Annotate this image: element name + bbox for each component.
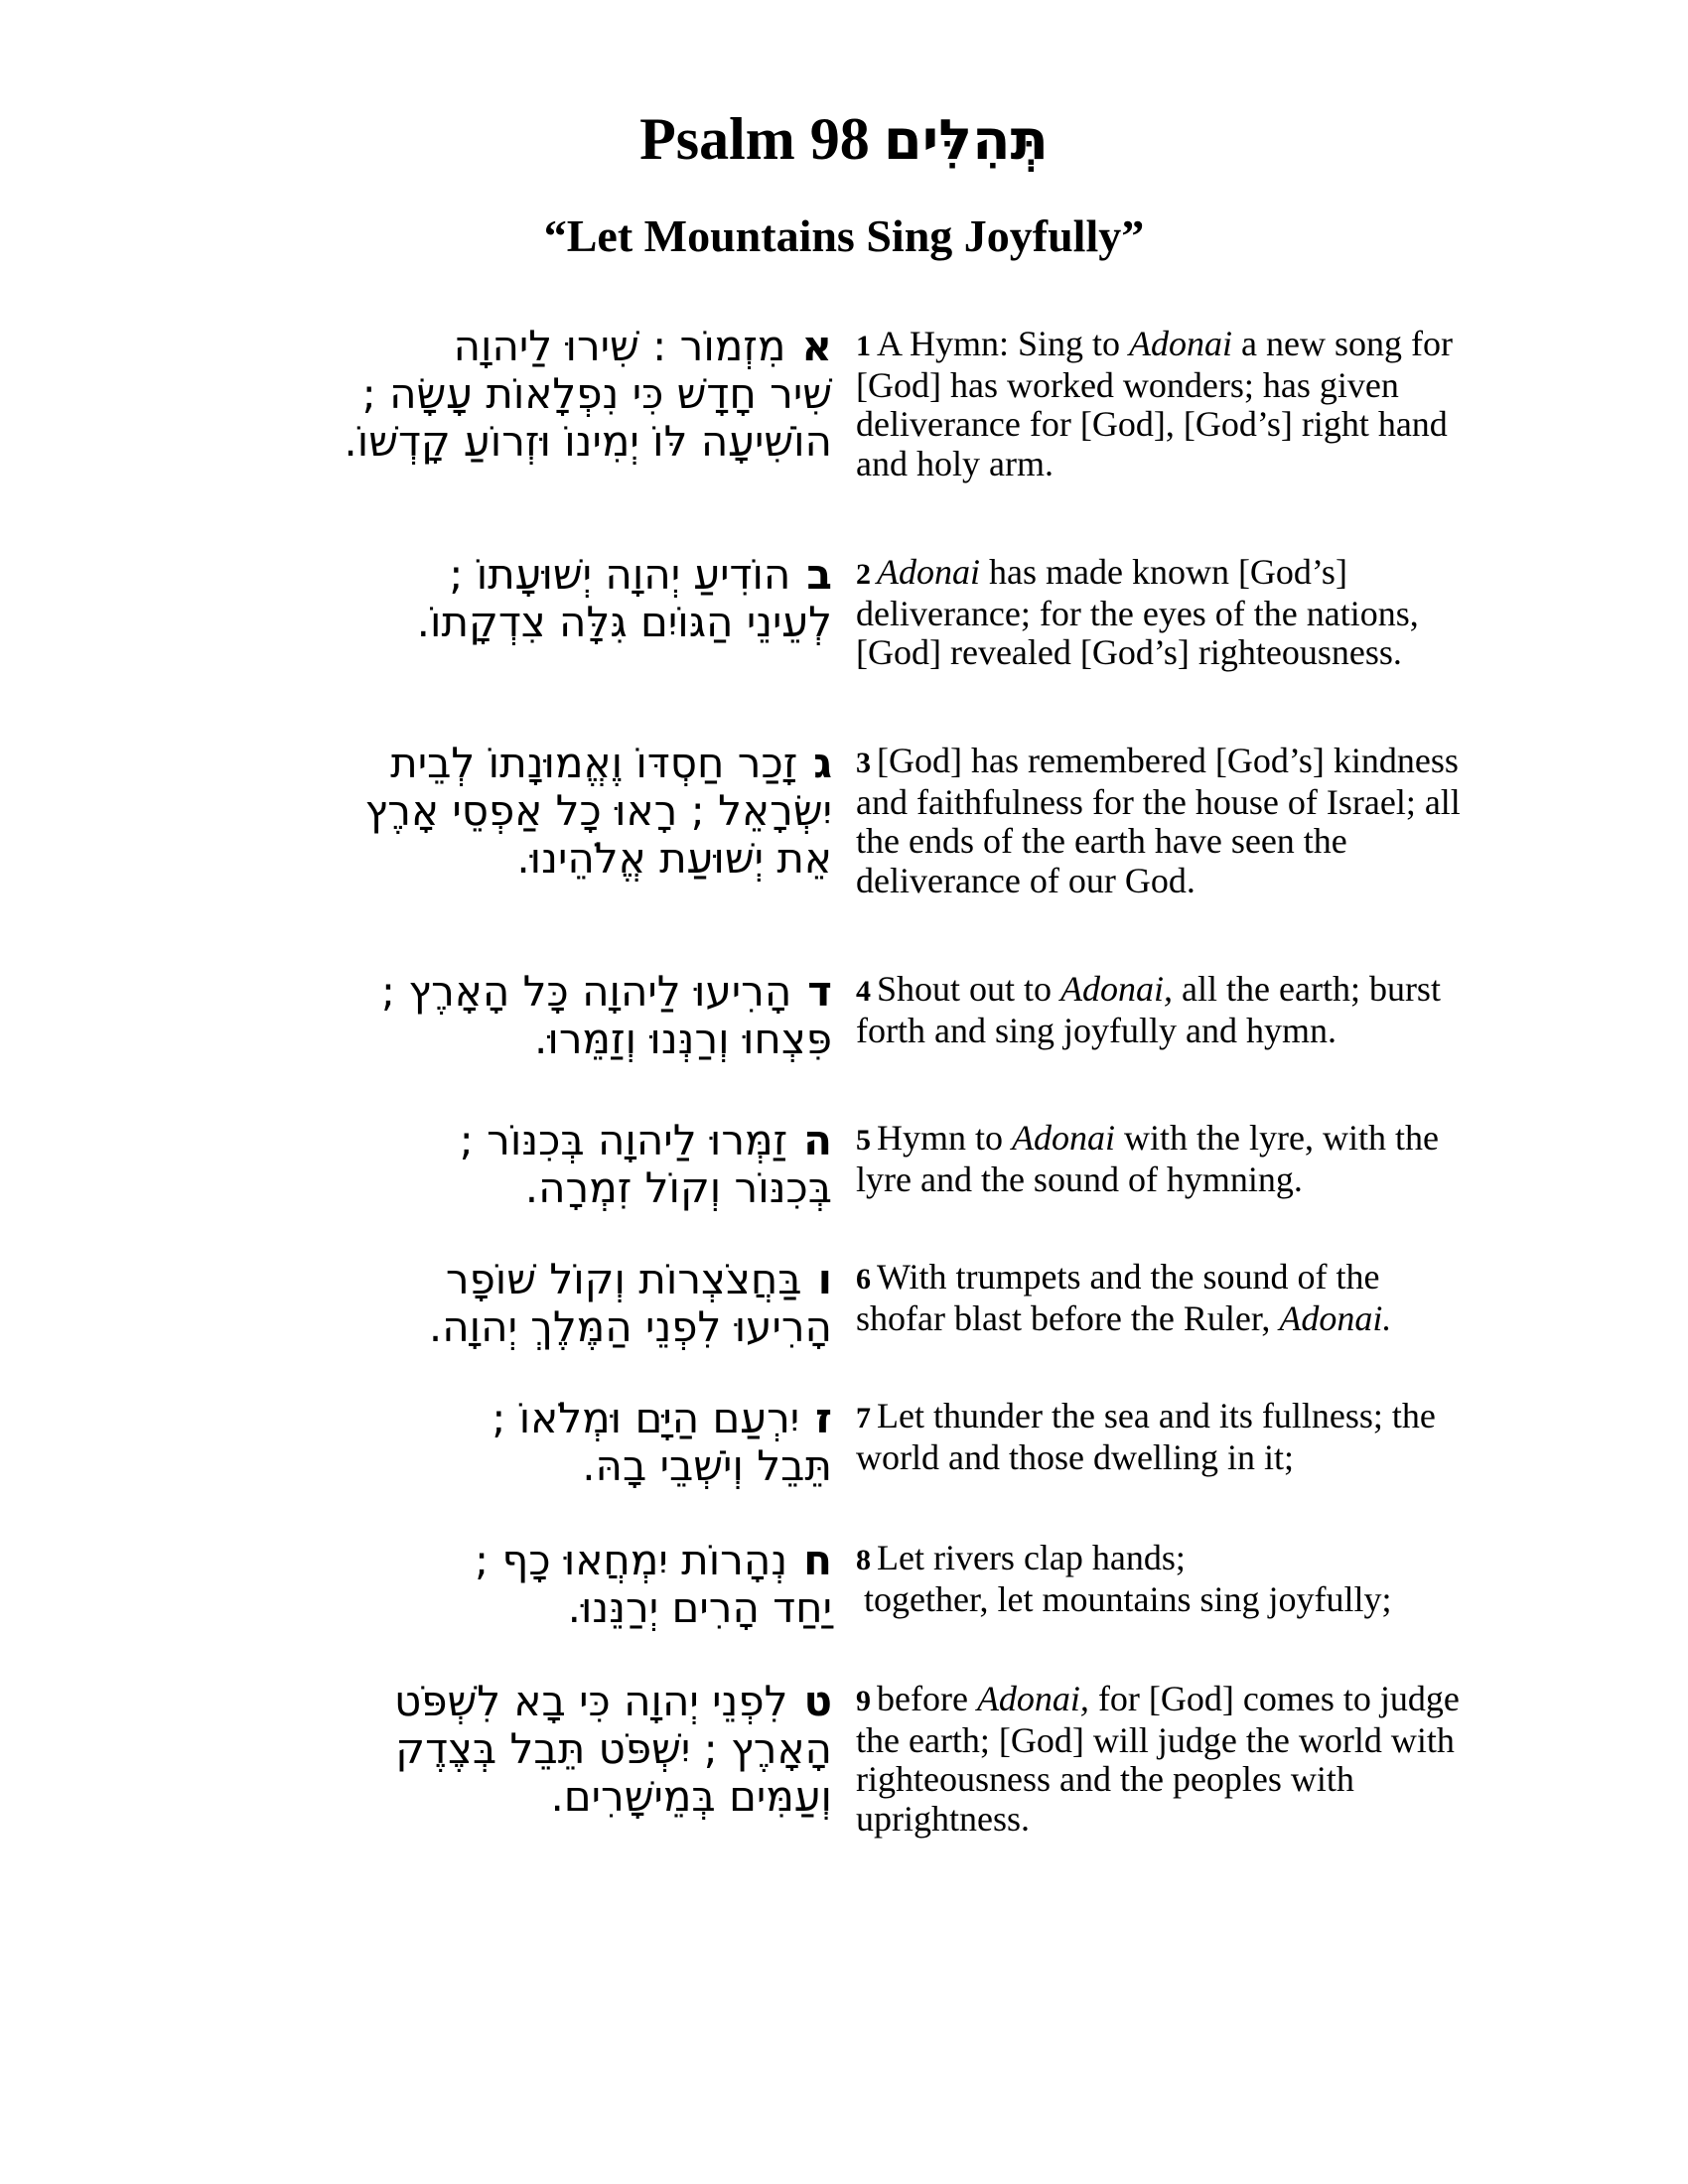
english-text: With trumpets and the sound of the shofar blast before the Ruler, xyxy=(856,1257,1380,1338)
english-text: A Hymn: Sing to xyxy=(877,324,1130,363)
divine-name: Adonai, xyxy=(976,1679,1089,1718)
verse-english xyxy=(856,1397,1462,1477)
page-title xyxy=(0,99,1688,181)
divine-name: Adonai. xyxy=(1279,1297,1392,1338)
hebrew-line: וְעַמִּים בְּמֵישָׁרִים. xyxy=(550,1772,832,1821)
verse-number: 5 xyxy=(856,1124,871,1157)
divine-name: Adonai xyxy=(877,552,980,592)
hebrew-text: בַּחֲצֹצְרוֹת וְקוֹל שׁוֹפָר xyxy=(445,1255,802,1303)
divine-name: Adonai xyxy=(1012,1118,1116,1158)
english-text: Let rivers clap hands; xyxy=(877,1538,1186,1577)
english-text: a new song for [God] has worked wonders; has given deliverance for [God], [God’s] right hand and holy arm. xyxy=(856,324,1453,483)
page-subtitle: “Let Mountains Sing Joyfully” xyxy=(543,210,1145,261)
english-text: has made known [God’s] deliverance; for the eyes of the nations, [God] revealed [God’s] righteousness. xyxy=(856,552,1419,672)
verse-english xyxy=(856,1680,1462,1839)
verse-letter: ג xyxy=(813,739,832,787)
hebrew-line xyxy=(216,1678,832,1725)
verse-hebrew xyxy=(216,551,832,646)
hebrew-line: יַחַד הָרִים יְרַנֵּנוּ. xyxy=(567,1583,832,1632)
verse-hebrew xyxy=(216,1117,832,1212)
verse-letter: ט xyxy=(803,1677,832,1725)
hebrew-text: מִזְמוֹר : שִׁירוּ לַיהוָה xyxy=(453,322,786,370)
hebrew-text: הָרִיעוּ לַיהוָה כָּל הָאָרֶץ ; xyxy=(380,967,792,1016)
hebrew-line: שִׁיר חָדָשׁ כִּי נִפְלָאוֹת עָשָׂה ; xyxy=(361,369,832,418)
verse-english xyxy=(856,325,1462,483)
divine-name: Adonai, xyxy=(1060,969,1174,1009)
english-text: Let thunder the sea and its fullness; the world and those dwelling in it; xyxy=(856,1396,1436,1477)
hebrew-line: הָאָרֶץ ; יִשְׁפֹּט תֵּבֵל בְּצֶדֶק xyxy=(395,1724,832,1773)
verse-hebrew xyxy=(216,1678,832,1821)
page-title-hebrew: תְּהִלִּים xyxy=(883,108,1049,173)
hebrew-line: פִּצְחוּ וְרַנְּנוּ וְזַמֵּרוּ. xyxy=(534,1015,832,1063)
verse-number: 9 xyxy=(856,1685,871,1717)
hebrew-text: נְהָרוֹת יִמְחֲאוּ כָף ; xyxy=(474,1536,788,1584)
verse-english xyxy=(856,970,1462,1050)
verse-english xyxy=(856,553,1462,673)
hebrew-text: לִפְנֵי יְהוָה כִּי בָא לִשְׁפֹּט xyxy=(393,1677,788,1725)
hebrew-line: בְּכִנּוֹר וְקוֹל זִמְרָה. xyxy=(524,1163,832,1212)
hebrew-line xyxy=(216,740,832,787)
hebrew-line xyxy=(216,551,832,599)
hebrew-line xyxy=(216,1117,832,1164)
english-text: with the lyre, with the lyre and the sound of hymning. xyxy=(856,1118,1439,1199)
verse-hebrew xyxy=(216,1256,832,1351)
verse-number: 7 xyxy=(856,1402,871,1434)
hebrew-line: הָרִיעוּ לִפְנֵי הַמֶּלֶךְ יְהוָה. xyxy=(428,1302,832,1351)
verse-number: 8 xyxy=(856,1544,871,1576)
verse-number: 1 xyxy=(856,330,871,362)
hebrew-line xyxy=(216,323,832,370)
verse-letter: ח xyxy=(803,1536,832,1584)
hebrew-text: הוֹדִיעַ יְהוָה יְשׁוּעָתוֹ ; xyxy=(449,550,791,599)
english-text: all the earth; burst forth and sing joyfully and hymn. xyxy=(856,969,1441,1050)
verse-letter: א xyxy=(801,322,832,370)
english-text: [God] has remembered [God’s] kindness and faithfulness for the house of Israel; all the ends of the earth have seen the deliverance of our God. xyxy=(856,741,1461,900)
hebrew-text: יִרְעַם הַיָּם וּמְלֹאוֹ ; xyxy=(492,1394,800,1442)
verse-hebrew xyxy=(216,1537,832,1632)
hebrew-line xyxy=(216,968,832,1016)
verse-english xyxy=(856,1119,1462,1199)
english-text: Shout out to xyxy=(877,969,1061,1009)
verse-english xyxy=(856,1258,1462,1338)
hebrew-line xyxy=(216,1537,832,1584)
hebrew-line xyxy=(216,1256,832,1303)
english-text: together, let mountains sing joyfully; xyxy=(864,1578,1392,1619)
verse-number: 6 xyxy=(856,1263,871,1296)
hebrew-line: לְעֵינֵי הַגּוֹיִם גִּלָּה צִדְקָתוֹ. xyxy=(416,598,832,646)
verse-english xyxy=(856,1539,1462,1619)
hebrew-line xyxy=(216,1395,832,1442)
english-text: for [God] comes to judge the earth; [God] will judge the world with righteousness and the peoples with uprightness. xyxy=(856,1679,1460,1839)
verse-letter: ו xyxy=(817,1255,832,1303)
hebrew-line: הוֹשִׁיעָה לּוֹ יְמִינוֹ וּזְרוֹעַ קָדְשׁוֹ. xyxy=(344,417,832,466)
verse-number: 2 xyxy=(856,558,871,591)
divine-name: Adonai xyxy=(1129,324,1233,363)
verse-letter: ב xyxy=(806,550,832,599)
verse-hebrew xyxy=(216,323,832,466)
hebrew-text: זָכַר חַסְדּוֹ וֶאֱמוּנָתוֹ לְבֵית xyxy=(390,739,798,787)
english-text: before xyxy=(877,1679,977,1718)
hebrew-text: זַמְּרוּ לַיהוָה בְּכִנּוֹר ; xyxy=(459,1116,788,1164)
verse-number: 4 xyxy=(856,975,871,1008)
verse-number: 3 xyxy=(856,747,871,779)
verse-english xyxy=(856,742,1462,900)
english-text: Hymn to xyxy=(877,1118,1013,1158)
hebrew-line: אֵת יְשׁוּעַת אֱלֹהֵינוּ. xyxy=(516,834,832,883)
verse-letter: ז xyxy=(815,1394,832,1442)
verse-hebrew xyxy=(216,968,832,1063)
verse-letter: ד xyxy=(807,967,832,1016)
verse-hebrew xyxy=(216,740,832,883)
hebrew-line: תֵּבֵל וְיֹשְׁבֵי בָהּ. xyxy=(582,1441,832,1490)
verse-letter: ה xyxy=(803,1116,832,1164)
verse-hebrew xyxy=(216,1395,832,1490)
hebrew-line: יִשְׂרָאֵל ; רָאוּ כָל אַפְסֵי אָרֶץ xyxy=(364,786,832,835)
page-title-english: Psalm 98 xyxy=(639,106,870,172)
